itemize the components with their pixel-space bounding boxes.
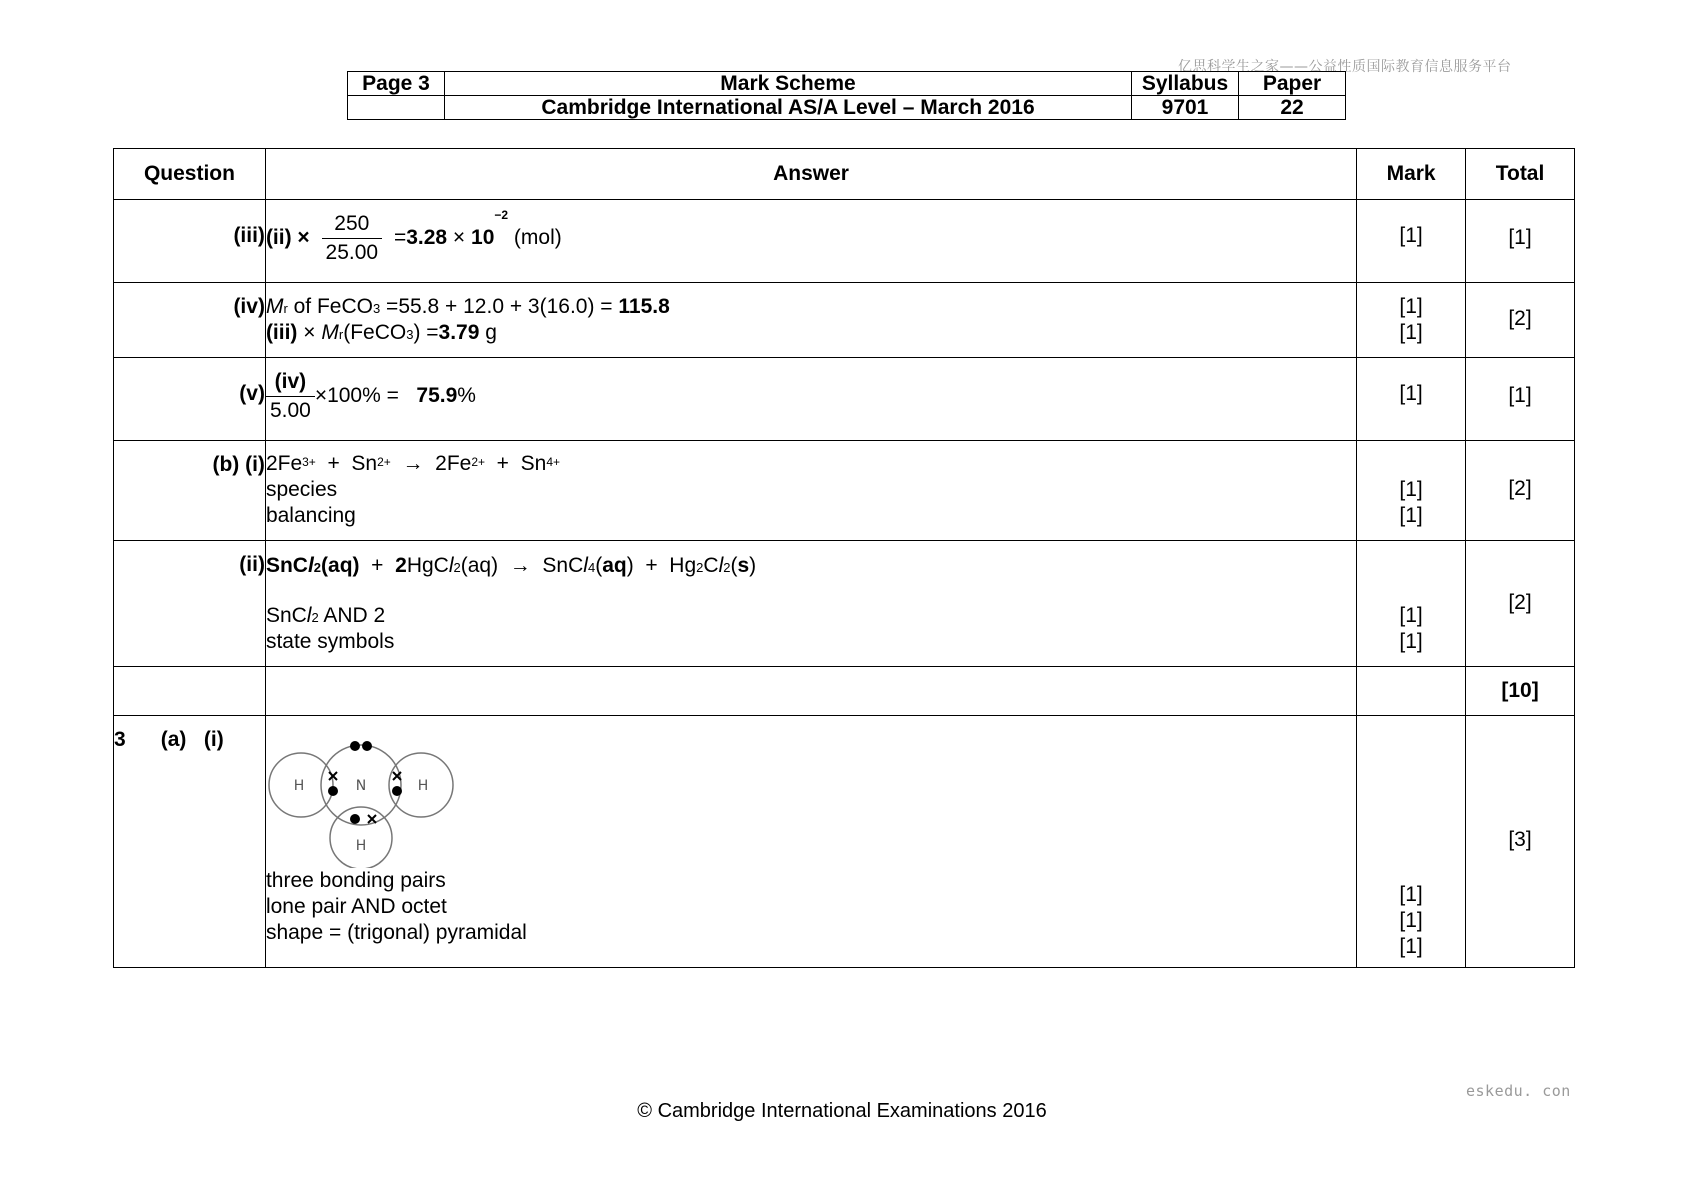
fraction <box>322 210 383 267</box>
col-question: Question <box>114 149 266 200</box>
empty-cell <box>1357 667 1466 716</box>
question-label: (b) (i) <box>114 441 266 541</box>
question-label: (iv) <box>114 283 266 358</box>
answer-unit: % <box>457 384 476 408</box>
paper-code: 22 <box>1239 96 1346 120</box>
header-subtitle: Cambridge International AS/A Level – March 2016 <box>445 96 1132 120</box>
header-empty-cell <box>348 96 445 120</box>
atom-label: H <box>293 778 305 794</box>
question-label: (ii) <box>114 541 266 667</box>
equation: SnCl$_2$(aq) + 2HgCl$_2$(aq) → SnCl$_4$(aq) + $Hg_2Cl_2(s)$ <box>265 554 757 577</box>
mark-scheme-table <box>113 148 1575 968</box>
answer-value: 75.9 <box>416 384 458 408</box>
table-row <box>114 667 1575 716</box>
bonding-electron <box>392 786 402 796</box>
lone-pair-electron <box>350 741 360 751</box>
answer-line: $(iii) \times M_r(FeCO_3) =3.79$ g <box>265 321 497 344</box>
answer-line: balancing <box>265 504 356 527</box>
lone-pair-electron <box>362 741 372 751</box>
watermark-top: 亿思科学生之家——公益性质国际教育信息服务平台 <box>1178 59 1512 75</box>
question-label: (v) <box>114 358 266 441</box>
total-value: [2] <box>1466 441 1575 541</box>
mark-cell <box>1357 441 1466 541</box>
question-label: (iii) <box>114 200 266 283</box>
total-value: [1] <box>1466 358 1575 441</box>
question-label: 3 (a) (i) <box>114 716 266 968</box>
table-row <box>114 441 1575 541</box>
watermark-bottom: eskedu. con <box>1466 1082 1571 1100</box>
table-row <box>114 716 1575 968</box>
syllabus-label: Syllabus <box>1132 72 1239 96</box>
mark-value: [1] <box>1399 630 1423 653</box>
bonding-electron <box>350 814 360 824</box>
answer-line: state symbols <box>265 630 395 653</box>
total-value: [2] <box>1466 541 1575 667</box>
subtotal-value: [10] <box>1466 667 1575 716</box>
answer-cell <box>265 716 1356 968</box>
answer-line: species <box>265 478 338 501</box>
bonding-electron <box>328 786 338 796</box>
page-number: Page 3 <box>348 72 445 96</box>
fraction-numerator: (iv) <box>266 368 315 397</box>
answer-line: lone pair AND octet <box>265 895 447 918</box>
atom-label: N <box>355 778 367 794</box>
atom-label: H <box>355 838 367 854</box>
answer-value: 10 <box>471 226 495 250</box>
footer-copyright: © Cambridge International Examinations 2016 <box>637 1100 1047 1122</box>
col-mark: Mark <box>1357 149 1466 200</box>
mark-cell <box>1357 541 1466 667</box>
mark-value: [1] <box>1357 358 1466 441</box>
answer-cell <box>265 358 1356 441</box>
atom-label: H <box>417 778 429 794</box>
total-value: [1] <box>1466 200 1575 283</box>
fraction-numerator: 250 <box>322 210 383 239</box>
equation: $2Fe^{3+} + Sn^{2+} \to 2Fe^{2+} + Sn^{4+}$ <box>265 452 560 475</box>
header-title: Mark Scheme <box>445 72 1132 96</box>
mark-cell <box>1357 283 1466 358</box>
answer-cell <box>265 541 1356 667</box>
answer-line: $M_r$ of FeCO$_3$ =55.8 + 12.0 + 3(16.0) = 115.8 <box>265 295 670 318</box>
cross-electron <box>368 815 376 823</box>
exponent: −2 <box>494 208 509 222</box>
dot-cross-diagram <box>266 728 466 868</box>
total-value: [2] <box>1466 283 1575 358</box>
table-row <box>114 200 1575 283</box>
answer-cell <box>265 200 1356 283</box>
fraction-denominator: 25.00 <box>325 241 379 264</box>
mark-value: [1] <box>1399 935 1423 958</box>
answer-text: (ii) × <box>265 226 310 250</box>
table-row <box>114 283 1575 358</box>
empty-cell <box>265 667 1356 716</box>
table-row <box>114 541 1575 667</box>
answer-value: 3.28 <box>406 226 448 250</box>
total-value: [3] <box>1466 716 1575 968</box>
answer-line: SnCl$_2$ AND 2 <box>265 604 386 627</box>
header-table <box>347 71 1346 120</box>
mark-value: [1] <box>1399 883 1423 906</box>
fraction <box>266 368 315 425</box>
table-row <box>114 358 1575 441</box>
mark-cell <box>1357 716 1466 968</box>
col-total: Total <box>1466 149 1575 200</box>
fraction-denominator: 5.00 <box>269 399 311 422</box>
table-header-row <box>114 149 1575 200</box>
mark-value: [1] <box>1357 200 1466 283</box>
answer-text: ×100% = <box>314 384 417 408</box>
answer-unit: (mol) <box>508 226 562 250</box>
answer-cell <box>265 283 1356 358</box>
answer-cell <box>265 441 1356 541</box>
answer-line: shape = (trigonal) pyramidal <box>265 921 527 944</box>
mark-value: [1] <box>1399 478 1423 501</box>
answer-line: three bonding pairs <box>265 869 446 892</box>
mark-value: [1] <box>1399 604 1423 627</box>
syllabus-code: 9701 <box>1132 96 1239 120</box>
answer-text: = <box>388 226 407 250</box>
answer-text: × <box>447 226 472 250</box>
paper-label: Paper <box>1239 72 1346 96</box>
mark-value: [1] <box>1399 295 1423 318</box>
mark-value: [1] <box>1399 909 1423 932</box>
mark-value: [1] <box>1399 321 1423 344</box>
col-answer: Answer <box>265 149 1356 200</box>
mark-value: [1] <box>1399 504 1423 527</box>
empty-cell <box>114 667 266 716</box>
